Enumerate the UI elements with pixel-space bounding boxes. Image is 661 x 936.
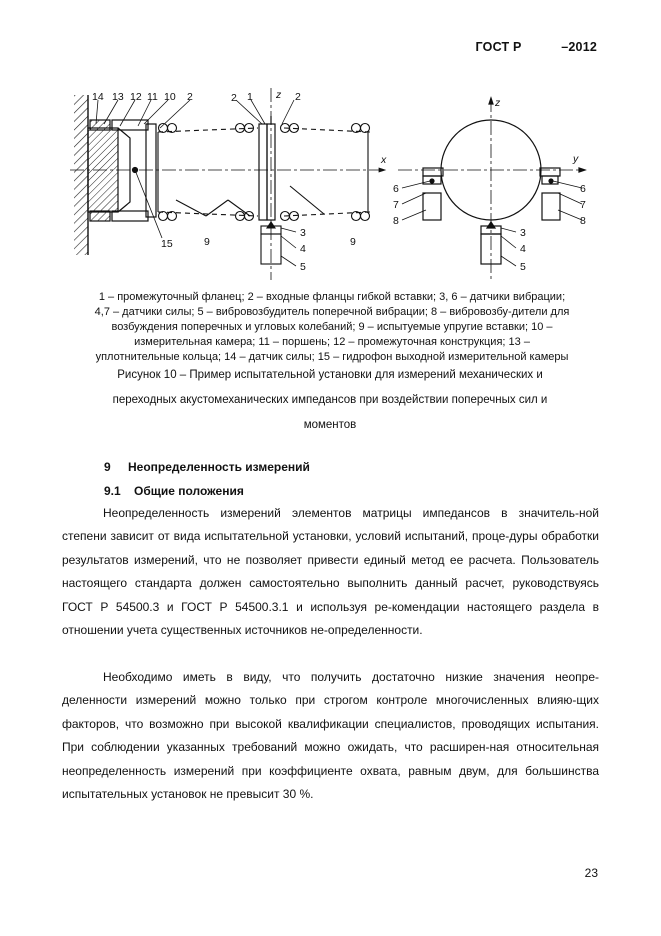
label-3-right: 3 xyxy=(520,227,526,239)
label-2-left: 2 xyxy=(187,91,193,103)
label-7-left: 7 xyxy=(393,199,399,211)
label-2-center-right: 2 xyxy=(295,91,301,103)
label-5-left: 5 xyxy=(300,261,306,273)
legend-line: измерительная камера; 11 – поршень; 12 – промежуточная конструкция; 13 – xyxy=(134,336,530,348)
label-8-left: 8 xyxy=(393,215,399,227)
section-heading xyxy=(104,460,310,474)
label-z-right: z xyxy=(495,97,501,109)
label-8-right: 8 xyxy=(580,215,586,227)
label-3-left: 3 xyxy=(300,227,306,239)
legend-line: 4,7 – датчики силы; 5 – вибровозбудитель поперечной вибрации; 8 – вибровозбу-дители для xyxy=(94,306,570,318)
page-header xyxy=(476,40,597,54)
section-number: 9 xyxy=(104,460,111,474)
label-y: y xyxy=(573,153,579,165)
subsection-title: Общие положения xyxy=(134,484,244,498)
measurement-chamber xyxy=(88,120,156,221)
label-11: 11 xyxy=(147,91,158,103)
caption-line: моментов xyxy=(303,419,357,431)
label-14: 14 xyxy=(92,91,104,103)
figure-legend xyxy=(62,290,602,365)
label-12: 12 xyxy=(130,91,142,103)
section-title: Неопределенность измерений xyxy=(128,460,310,474)
subsection-number: 9.1 xyxy=(104,484,121,498)
flexible-inserts xyxy=(158,124,370,221)
label-10: 10 xyxy=(164,91,176,103)
label-2-center-left: 2 xyxy=(231,92,237,104)
label-13: 13 xyxy=(112,91,124,103)
label-6-left: 6 xyxy=(393,183,399,195)
legend-line: уплотнительные кольца; 14 – датчик силы; 15 – гидрофон выходной измерительной камеры xyxy=(95,351,569,363)
test-setup-figure xyxy=(60,84,600,284)
cross-section xyxy=(398,98,585,280)
label-1: 1 xyxy=(247,91,253,103)
figure-caption xyxy=(60,363,600,438)
standard-designation: ГОСТ Р xyxy=(475,40,522,54)
label-9-left: 9 xyxy=(204,236,210,248)
legend-line: возбуждения поперечных и угловых колебаний; 9 – испытуемые упругие вставки; 10 – xyxy=(111,321,553,333)
label-7-right: 7 xyxy=(580,199,586,211)
page-number: 23 xyxy=(584,866,598,880)
intermediate-flange xyxy=(259,116,275,220)
label-6-right: 6 xyxy=(580,183,586,195)
label-5-right: 5 xyxy=(520,261,526,273)
caption-line: Рисунок 10 – Пример испытательной установки для измерений механических и xyxy=(117,369,543,381)
standard-year: –2012 xyxy=(561,40,597,54)
label-9-right: 9 xyxy=(350,236,356,248)
label-4-right: 4 xyxy=(520,243,526,255)
label-15: 15 xyxy=(161,238,173,250)
label-z-left: z xyxy=(276,89,282,101)
subsection-heading xyxy=(104,484,244,498)
label-4-left: 4 xyxy=(300,243,306,255)
paragraph-2: Необходимо иметь в виду, что получить достаточно низкие значения неопре-деленности измерений можно только при строгом контроле многочисленных влияю-щих факторов, что возможно при высокой квалификации специалистов, проводящих испытания. При соблюдении указанных требований можно ожидать, что расширен-ная относительная неопределенность измерений при коэффициенте охвата, равным двум, для большинства испытательных установок не превысит 30 %. xyxy=(62,670,599,802)
caption-line: переходных акустомеханических импедансов при воздействии поперечных сил и xyxy=(112,394,548,406)
wall-hatch xyxy=(74,95,88,255)
legend-line: 1 – промежуточный фланец; 2 – входные фланцы гибкой вставки; 3, 6 – датчики вибрации; xyxy=(98,291,566,303)
paragraph-1: Неопределенность измерений элементов матрицы импедансов в значитель-ной степени зависит от вида испытательной установки, условий испытаний, проце-дуры обработки результатов измерений, что не позволяет привести единый метод ее расчета. Пользователь настоящего стандарта должен самостоятельно выполнить данный расчет, руководствуясь ГОСТ Р 54500.3 и ГОСТ Р 54500.3.1 и используя ре-комендации настоящего раздела в отношении учета существенных источников не-определенности. xyxy=(62,506,599,638)
label-x: x xyxy=(381,154,387,166)
